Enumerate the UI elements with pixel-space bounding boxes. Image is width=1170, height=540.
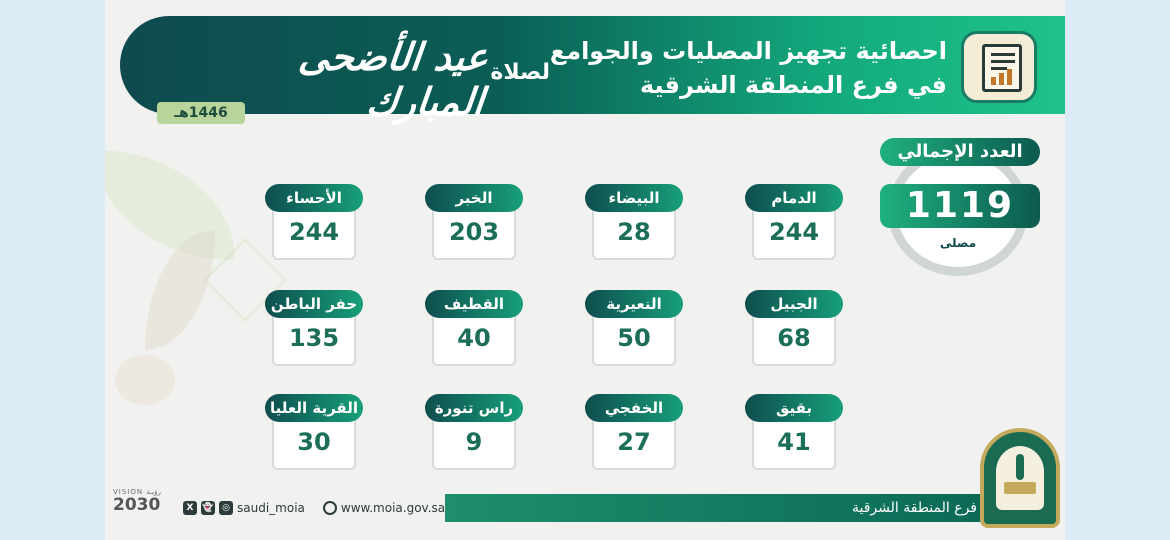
title-line-2: في فرع المنطقة الشرقية bbox=[639, 71, 947, 99]
total-label: العدد الإجمالي bbox=[880, 138, 1040, 166]
total-unit: مصلى bbox=[939, 236, 977, 250]
city-value: 30 bbox=[297, 428, 331, 456]
eid-title bbox=[220, 30, 550, 124]
x-icon[interactable]: X bbox=[183, 501, 197, 515]
instagram-icon[interactable]: ◎ bbox=[219, 501, 233, 515]
contact-row bbox=[183, 498, 445, 518]
city-value: 9 bbox=[465, 428, 483, 456]
decorative-leaf bbox=[145, 230, 215, 350]
decorative-leaf bbox=[105, 150, 235, 260]
city-card-ras-tanura bbox=[425, 394, 523, 476]
city-name: القرية العليا bbox=[265, 394, 363, 422]
globe-icon bbox=[323, 501, 337, 515]
city-card-buqayq bbox=[745, 394, 843, 476]
decorative-leaf bbox=[115, 355, 175, 405]
footer-band bbox=[445, 494, 985, 522]
city-value: 40 bbox=[457, 324, 491, 352]
city-value: 27 bbox=[617, 428, 651, 456]
city-name: الأحساء bbox=[265, 184, 363, 212]
city-card-dammam bbox=[745, 184, 843, 266]
city-value: 135 bbox=[288, 324, 340, 352]
city-card-nairyah bbox=[585, 290, 683, 372]
city-value: 41 bbox=[777, 428, 811, 456]
city-card-khobar bbox=[425, 184, 523, 266]
city-card-qaryat-ulya bbox=[265, 394, 363, 476]
city-value: 28 bbox=[617, 218, 651, 246]
eid-calligraphy: عيد الأضحى المبارك bbox=[296, 34, 491, 124]
total-value: 1119 bbox=[880, 184, 1040, 228]
city-card-khafji bbox=[585, 394, 683, 476]
city-name: الخفجي bbox=[585, 394, 683, 422]
city-name: النعيرية bbox=[585, 290, 683, 318]
snapchat-icon[interactable]: 👻 bbox=[202, 503, 214, 513]
header-banner bbox=[120, 16, 1065, 124]
social-handle[interactable]: saudi_moia bbox=[237, 501, 305, 515]
city-name: الخبر bbox=[425, 184, 523, 212]
vision-year: 2030 bbox=[113, 495, 161, 515]
city-value: 244 bbox=[288, 218, 340, 246]
footer-branch-label: فرع المنطقة الشرقية bbox=[851, 500, 977, 516]
city-name: الدمام bbox=[745, 184, 843, 212]
hijri-year-badge: 1446هـ bbox=[157, 102, 245, 124]
city-value: 68 bbox=[777, 324, 811, 352]
website-link[interactable]: www.moia.gov.sa bbox=[340, 501, 446, 515]
city-name: القطيف bbox=[425, 290, 523, 318]
vision-label: VISION رؤيـة bbox=[113, 488, 161, 496]
city-name: الجبيل bbox=[745, 290, 843, 318]
city-value: 203 bbox=[448, 218, 500, 246]
city-name: راس تنورة bbox=[425, 394, 523, 422]
city-name: البيضاء bbox=[585, 184, 683, 212]
eid-prefix: لصلاة bbox=[490, 60, 550, 85]
city-card-baydha bbox=[585, 184, 683, 266]
infographic-card bbox=[105, 0, 1065, 540]
title-line-1: احصائية تجهيز المصليات والجوامع bbox=[549, 37, 947, 65]
vision-2030-logo bbox=[113, 488, 175, 528]
city-value: 50 bbox=[617, 324, 651, 352]
city-name: بقيق bbox=[745, 394, 843, 422]
city-name: حفر الباطن bbox=[265, 290, 363, 318]
city-value: 244 bbox=[768, 218, 820, 246]
city-card-ahsa bbox=[265, 184, 363, 266]
city-card-jubail bbox=[745, 290, 843, 372]
report-chart-icon bbox=[961, 31, 1037, 103]
ministry-emblem-logo bbox=[980, 428, 1060, 528]
city-card-qatif bbox=[425, 290, 523, 372]
city-card-hafr-albatin bbox=[265, 290, 363, 372]
